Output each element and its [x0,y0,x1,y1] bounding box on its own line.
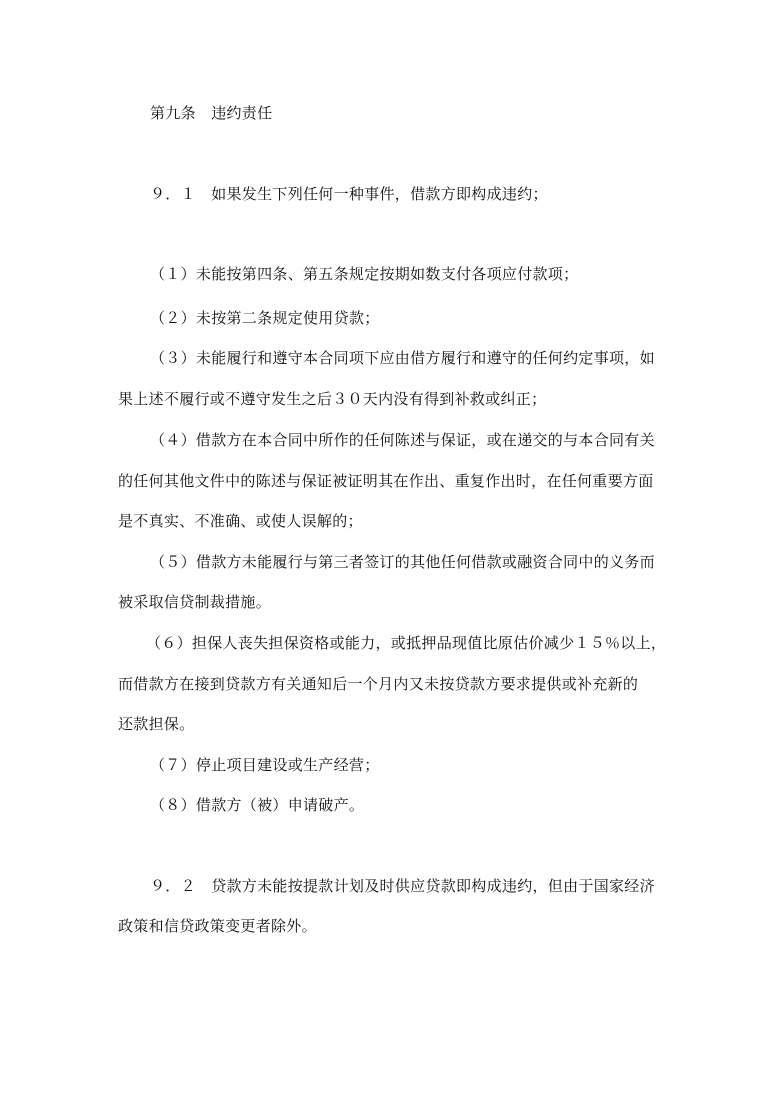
item-3-line-2: 果上述不履行或不遵守发生之后３０天内没有得到补救或纠正； [118,390,547,408]
item-1: （１）未能按第四条、第五条规定按期如数支付各项应付款项； [150,265,579,283]
item-3-line-1: （３）未能履行和遵守本合同项下应由借方履行和遵守的任何约定事项，如 [150,349,655,367]
item-4-line-1: （４）借款方在本合同中所作的任何陈述与保证，或在递交的与本合同有关 [150,431,655,449]
clause-9-1: ９．１ 如果发生下列任何一种事件，借款方即构成违约； [150,185,548,203]
item-4-line-3: 是不真实、不准确、或使人误解的； [118,512,363,530]
item-6-line-3: 还款担保。 [118,715,195,733]
item-2: （２）未按第二条规定使用贷款； [150,309,380,327]
item-6-line-2: 而借款方在接到贷款方有关通知后一个月内又未按贷款方要求提供或补充新的 [118,675,639,693]
item-7: （７）停止项目建设或生产经营； [150,756,380,774]
item-5-line-2: 被采取信贷制裁措施。 [118,593,272,611]
item-8: （８）借款方（被）申请破产。 [150,796,365,814]
article-heading: 第九条 违约责任 [150,104,273,122]
clause-9-2-line-2: 政策和信贷政策变更者除外。 [118,917,317,935]
item-4-line-2: 的任何其他文件中的陈述与保证被证明其在作出、重复作出时，在任何重要方面 [118,472,654,490]
item-6-line-1: （６）担保人丧失担保资格或能力，或抵押品现值比原估价减少１５％以上， [146,634,667,652]
clause-9-2-line-1: ９．２ 贷款方未能按提款计划及时供应贷款即构成违约，但由于国家经济 [150,877,655,895]
item-5-line-1: （５）借款方未能履行与第三者签订的其他任何借款或融资合同中的义务而 [150,553,655,571]
